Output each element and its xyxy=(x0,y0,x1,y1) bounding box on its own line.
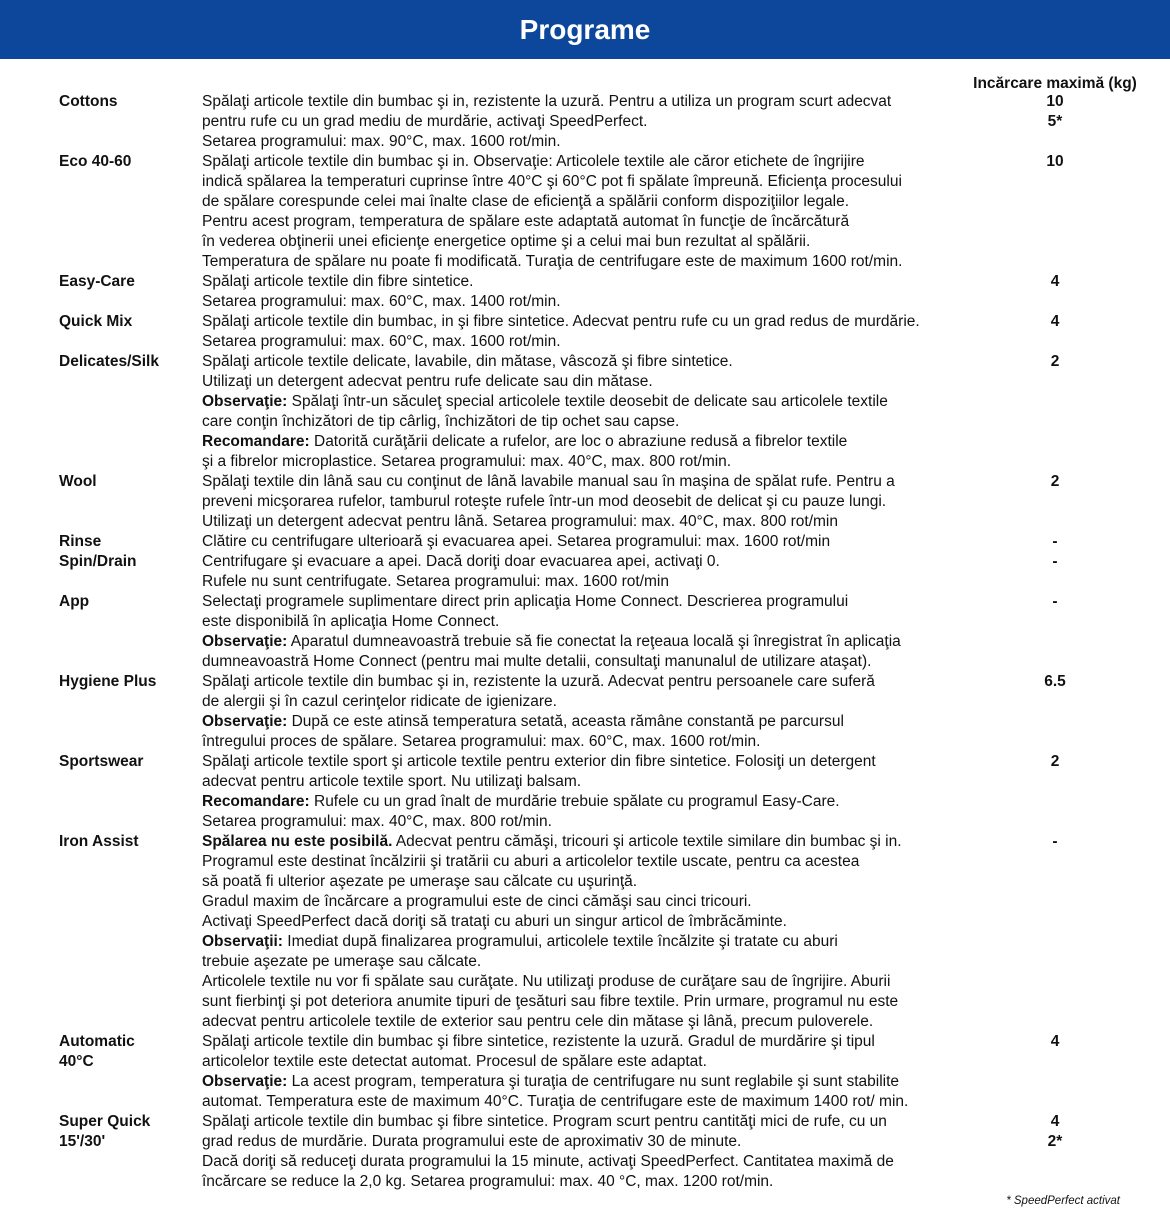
description-line: Programul este destinat încălzirii şi tratării cu aburi a articolelor textile uscate, pentru ca acestea xyxy=(202,853,860,870)
description-label: Observaţie: xyxy=(202,393,288,410)
description-line: Centrifugare şi evacuare a apei. Dacă doriţi doar evacuarea apei, activaţi 0. xyxy=(202,553,720,570)
program-name xyxy=(59,352,199,372)
max-load-value xyxy=(955,92,1155,132)
program-name xyxy=(59,552,199,572)
program-row xyxy=(0,672,1170,752)
program-name-line: Eco 40-60 xyxy=(59,153,132,170)
description-line: în vederea obţinerii unei eficienţe energetice optime şi a celui mai bun rezultat al spălării. xyxy=(202,233,811,250)
program-name-line: App xyxy=(59,593,90,610)
description-line: indică spălarea la temperaturi cuprinse între 40°C şi 60°C pot fi spălate împreună. Eficienţa procesului xyxy=(202,173,902,190)
program-name-line: Automatic xyxy=(59,1033,135,1050)
max-load-line: 4 xyxy=(1050,1033,1060,1050)
program-name-line: Iron Assist xyxy=(59,833,139,850)
description-line: Spălaţi articole textile din bumbac şi fibre sintetice. Program scurt pentru cantităţi mici de rufe, cu un xyxy=(202,1113,887,1130)
description-line xyxy=(202,632,992,652)
description-line xyxy=(202,792,992,812)
max-load-line: 10 xyxy=(1046,93,1064,110)
program-description xyxy=(202,272,992,312)
program-row xyxy=(0,472,1170,532)
program-description xyxy=(202,152,992,272)
description-line: articolelor textile este detectat automat. Procesul de spălare este adaptat. xyxy=(202,1053,707,1070)
max-load-line: 2* xyxy=(1047,1133,1063,1150)
description-line: să poată fi ulterior aşezate pe umeraşe sau călcate cu uşurinţă. xyxy=(202,873,638,890)
max-load-value xyxy=(955,752,1155,772)
program-name xyxy=(59,752,199,772)
program-name-line: Super Quick xyxy=(59,1113,151,1130)
program-name xyxy=(59,1112,199,1152)
program-name xyxy=(59,672,199,692)
description-line: trebuie aşezate pe umeraşe sau călcate. xyxy=(202,953,482,970)
program-row xyxy=(0,1112,1170,1192)
description-label: Recomandare: xyxy=(202,793,310,810)
description-line: întregului proces de spălare. Setarea programului: max. 60°C, max. 1600 rot/min. xyxy=(202,733,761,750)
description-line: Setarea programului: max. 60°C, max. 1600 rot/min. xyxy=(202,333,561,350)
description-text: Imediat după finalizarea programului, articolele textile încălzite şi tratate cu aburi xyxy=(282,933,838,950)
program-name-line: Hygiene Plus xyxy=(59,673,157,690)
description-line: Gradul maxim de încărcare a programului este de cinci cămăşi sau cinci tricouri. xyxy=(202,893,752,910)
program-name xyxy=(59,532,199,552)
description-label: Spălarea nu este posibilă. xyxy=(202,833,393,850)
description-line: Clătire cu centrifugare ulterioară şi evacuarea apei. Setarea programului: max. 1600 rot/min xyxy=(202,533,831,550)
description-line: Spălaţi articole textile delicate, lavabile, din mătase, vâscoză şi fibre sintetice. xyxy=(202,353,733,370)
description-line: Spălaţi articole textile din bumbac şi in, rezistente la uzură. Adecvat pentru persoanele care suferă xyxy=(202,673,875,690)
description-label: Observaţie: xyxy=(202,1073,288,1090)
program-row xyxy=(0,1032,1170,1112)
max-load-line: - xyxy=(1052,833,1058,850)
description-text: Rufele cu un grad înalt de murdărie trebuie spălate cu programul Easy-Care. xyxy=(309,793,840,810)
program-name-line: Quick Mix xyxy=(59,313,133,330)
description-line: Dacă doriţi să reduceţi durata programului la 15 minute, activaţi SpeedPerfect. Cantitatea maximă de xyxy=(202,1153,894,1170)
description-line xyxy=(202,392,992,412)
description-line: pentru rufe cu un grad mediu de murdărie, activaţi SpeedPerfect. xyxy=(202,113,648,130)
max-load-value xyxy=(955,312,1155,332)
max-load-value xyxy=(955,832,1155,852)
max-load-line: 2 xyxy=(1050,473,1060,490)
description-line: dumneavoastră Home Connect (pentru mai multe detalii, consultaţi manunalul de utilizare ataşat). xyxy=(202,653,872,670)
max-load-value xyxy=(955,1112,1155,1152)
max-load-value xyxy=(955,472,1155,492)
max-load-line: 6.5 xyxy=(1044,673,1066,690)
max-load-line: 10 xyxy=(1046,153,1064,170)
program-description xyxy=(202,1112,992,1192)
program-description xyxy=(202,472,992,532)
footnote: * SpeedPerfect activat xyxy=(1006,1195,1120,1207)
program-name-line: 15'/30' xyxy=(59,1133,106,1150)
program-name xyxy=(59,152,199,172)
program-row xyxy=(0,592,1170,672)
description-line: Spălaţi articole textile din fibre sintetice. xyxy=(202,273,474,290)
program-description xyxy=(202,312,992,352)
description-line xyxy=(202,432,992,452)
max-load-value xyxy=(955,592,1155,612)
description-line: Setarea programului: max. 60°C, max. 1400 rot/min. xyxy=(202,293,561,310)
description-line: adecvat pentru articole textile sport. Nu utilizaţi balsam. xyxy=(202,773,582,790)
description-line: Spălaţi articole textile din bumbac şi fibre sintetice, rezistente la uzură. Gradul de murdărire şi tipul xyxy=(202,1033,875,1050)
program-name-line: Easy-Care xyxy=(59,273,135,290)
program-description xyxy=(202,352,992,472)
description-line: care conţin închizători de tip cârlig, închizători de tip ochet sau capse. xyxy=(202,413,680,430)
program-name-line: 40°C xyxy=(59,1053,94,1070)
max-load-line: - xyxy=(1052,553,1058,570)
program-name xyxy=(59,1032,199,1072)
program-row xyxy=(0,352,1170,472)
description-line xyxy=(202,712,992,732)
max-load-header: Incărcare maximă (kg) xyxy=(973,75,1137,92)
description-line: sunt fierbinţi şi pot deteriora anumite tipuri de ţesături sau fibre textile. Prin urmare, programul nu este xyxy=(202,993,899,1010)
description-line xyxy=(202,932,992,952)
description-line: şi a fibrelor microplastice. Setarea programului: max. 40°C, max. 800 rot/min. xyxy=(202,453,732,470)
description-line: Pentru acest program, temperatura de spălare este adaptată automat în funcţie de încărcătură xyxy=(202,213,850,230)
page-title-banner xyxy=(0,0,1170,59)
program-name xyxy=(59,272,199,292)
max-load-value xyxy=(955,532,1155,552)
description-line: Setarea programului: max. 40°C, max. 800 rot/min. xyxy=(202,813,552,830)
description-line: Spălaţi articole textile din bumbac şi in, rezistente la uzură. Pentru a utiliza un program scurt adecvat xyxy=(202,93,892,110)
description-text: Datorită curăţării delicate a rufelor, are loc o abraziune redusă a fibrelor textile xyxy=(309,433,848,450)
description-line: încărcare se reduce la 2,0 kg. Setarea programului: max. 40 °C, max. 1200 rot/min. xyxy=(202,1173,774,1190)
description-line: Setarea programului: max. 90°C, max. 1600 rot/min. xyxy=(202,133,561,150)
program-name xyxy=(59,832,199,852)
program-name xyxy=(59,592,199,612)
max-load-line: - xyxy=(1052,593,1058,610)
max-load-line: 4 xyxy=(1050,273,1060,290)
description-line: Spălaţi textile din lână sau cu conţinut de lână lavabile manual sau în maşina de spălat rufe. Pentru a xyxy=(202,473,895,490)
program-description xyxy=(202,832,992,1032)
max-load-value xyxy=(955,672,1155,692)
program-row xyxy=(0,272,1170,312)
program-name-line: Wool xyxy=(59,473,97,490)
program-row xyxy=(0,552,1170,592)
program-row xyxy=(0,832,1170,1032)
description-line: Spălaţi articole textile sport şi articole textile pentru exterior din fibre sintetice. Folosiţi un detergent xyxy=(202,753,876,770)
max-load-line: 2 xyxy=(1050,753,1060,770)
page-title: Programe xyxy=(519,13,651,45)
description-line: Activaţi SpeedPerfect dacă doriţi să trataţi cu aburi un singur articol de îmbrăcăminte. xyxy=(202,913,787,930)
program-description xyxy=(202,532,992,552)
max-load-value xyxy=(955,352,1155,372)
description-line xyxy=(202,832,992,852)
max-load-line: 5* xyxy=(1047,113,1063,130)
description-line: este disponibilă în aplicaţia Home Connect. xyxy=(202,613,500,630)
program-name-line: Cottons xyxy=(59,93,118,110)
program-description xyxy=(202,552,992,592)
description-text: Aparatul dumneavoastră trebuie să fie conectat la reţeaua locală şi înregistrat în aplicaţia xyxy=(287,633,901,650)
program-name xyxy=(59,472,199,492)
description-line: de alergii şi în cazul cerinţelor ridicate de igienizare. xyxy=(202,693,557,710)
max-load-line: - xyxy=(1052,533,1058,550)
program-name xyxy=(59,92,199,112)
description-line: adecvat pentru articolele textile de exterior sau pentru cele din mătase şi lână, precum puloverele. xyxy=(202,1013,874,1030)
max-load-value xyxy=(955,272,1155,292)
description-line: preveni micşorarea rufelor, tamburul roteşte rufele într-un mod deosebit de delicat şi cu pauze lungi. xyxy=(202,493,887,510)
description-label: Observaţii: xyxy=(202,933,283,950)
description-line: Spălaţi articole textile din bumbac, in şi fibre sintetice. Adecvat pentru rufe cu un grad redus de murdărie. xyxy=(202,313,920,330)
description-line: Temperatura de spălare nu poate fi modificată. Turaţia de centrifugare este de maximum 1600 rot/min. xyxy=(202,253,903,270)
max-load-value xyxy=(955,1032,1155,1052)
program-row xyxy=(0,752,1170,832)
program-table xyxy=(0,92,1170,1192)
description-text: Adecvat pentru cămăşi, tricouri şi articole textile similare din bumbac şi in. xyxy=(392,833,902,850)
description-label: Observaţie: xyxy=(202,633,288,650)
description-label: Recomandare: xyxy=(202,433,310,450)
description-line: Spălaţi articole textile din bumbac şi in. Observaţie: Articolele textile ale căror etichete de îngrijire xyxy=(202,153,865,170)
program-row xyxy=(0,532,1170,552)
program-name-line: Spin/Drain xyxy=(59,553,137,570)
description-text: Spălaţi într-un săculeţ special articolele textile deosebit de delicate sau articolele textile xyxy=(287,393,888,410)
program-description xyxy=(202,752,992,832)
max-load-line: 2 xyxy=(1050,353,1060,370)
description-label: Observaţie: xyxy=(202,713,288,730)
program-description xyxy=(202,1032,992,1112)
program-row xyxy=(0,312,1170,352)
program-description xyxy=(202,672,992,752)
description-line: Utilizaţi un detergent adecvat pentru rufe delicate sau din mătase. xyxy=(202,373,653,390)
description-line: de spălare corespunde celei mai înalte clase de eficienţă a spălării conform dispoziţiilor legale. xyxy=(202,193,850,210)
description-line: Utilizaţi un detergent adecvat pentru lână. Setarea programului: max. 40°C, max. 800 rot/min xyxy=(202,513,838,530)
description-line: Articolele textile nu vor fi spălate sau curăţate. Nu utilizaţi produse de curăţare sau de îngrijire. Aburii xyxy=(202,973,891,990)
program-name-line: Sportswear xyxy=(59,753,144,770)
max-load-value xyxy=(955,152,1155,172)
max-load-line: 4 xyxy=(1050,313,1060,330)
program-name-line: Delicates/Silk xyxy=(59,353,159,370)
program-name xyxy=(59,312,199,332)
description-text: După ce este atinsă temperatura setată, aceasta rămâne constantă pe parcursul xyxy=(287,713,844,730)
program-name-line: Rinse xyxy=(59,533,102,550)
program-row xyxy=(0,152,1170,272)
description-line: Selectaţi programele suplimentare direct prin aplicaţia Home Connect. Descrierea programului xyxy=(202,593,849,610)
program-description xyxy=(202,92,992,152)
description-line: grad redus de murdărie. Durata programului este de aproximativ 30 de minute. xyxy=(202,1133,742,1150)
description-text: La acest program, temperatura şi turaţia de centrifugare nu sunt reglabile şi sunt stabilite xyxy=(287,1073,900,1090)
max-load-line: 4 xyxy=(1050,1113,1060,1130)
max-load-value xyxy=(955,552,1155,572)
description-line xyxy=(202,1072,992,1092)
program-row xyxy=(0,92,1170,152)
description-line: Rufele nu sunt centrifugate. Setarea programului: max. 1600 rot/min xyxy=(202,573,669,590)
program-description xyxy=(202,592,992,672)
description-line: automat. Temperatura este de maximum 40°C. Turaţia de centrifugare este de maximum 1400 rot/ min. xyxy=(202,1093,909,1110)
